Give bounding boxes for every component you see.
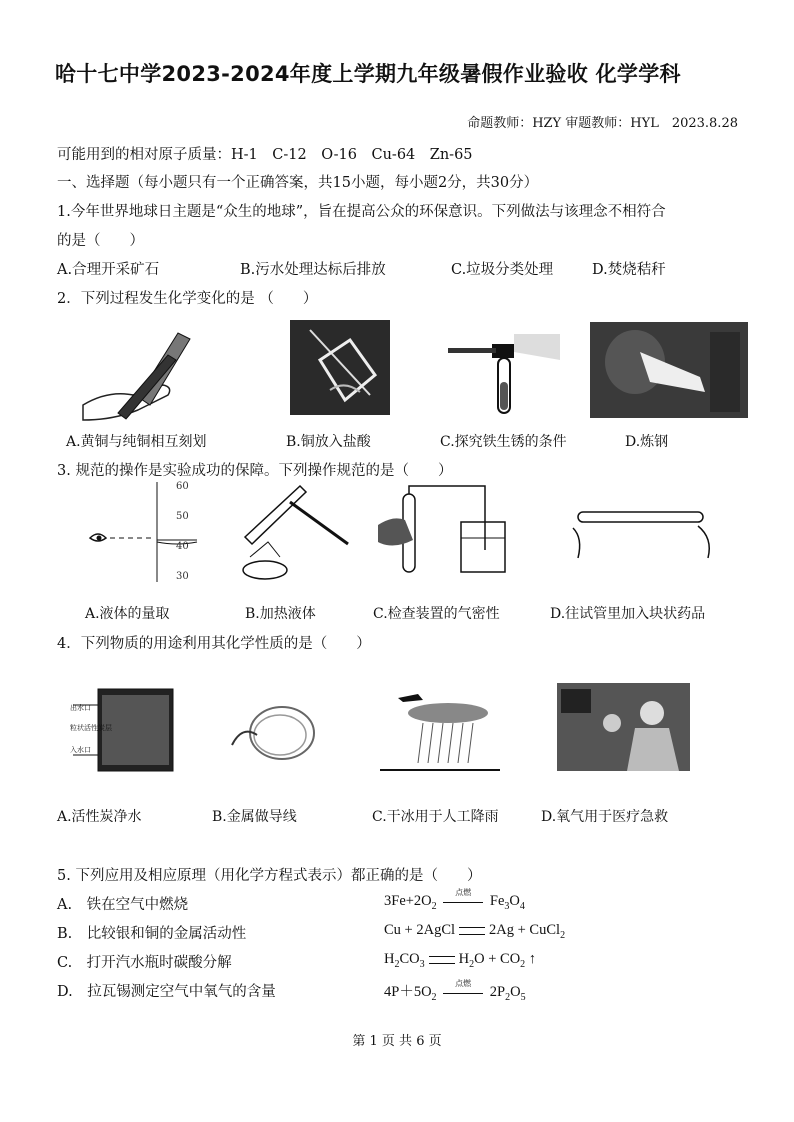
q3-caption-a: A.液体的量取: [85, 606, 170, 622]
adding-solid-image: [568, 498, 718, 563]
dry-ice-rain-image: [378, 688, 503, 775]
airtightness-check-image: [373, 480, 508, 580]
q4-stem: 4．下列物质的用途利用其化学性质的是（ ）: [57, 636, 371, 652]
q3-caption-b: B.加热液体: [245, 606, 316, 622]
oxygen-medical-image: [557, 683, 690, 771]
rust-experiment-image: [440, 322, 565, 417]
scale-tick-50: 50: [176, 511, 189, 522]
q4-caption-d: D.氧气用于医疗急救: [541, 809, 669, 825]
q2-stem: 2．下列过程发生化学变化的是 （ ）: [57, 291, 318, 307]
q3-stem: 3. 规范的操作是实验成功的保障。下列操作规范的是（ ）: [57, 463, 453, 479]
scale-tick-40: 40: [176, 541, 189, 552]
q1-stem-1: 1.今年世界地球日主题是“众生的地球”，旨在提高公众的环保意识。下列做法与该理念不相符合: [57, 204, 666, 220]
q5-stem: 5. 下列应用及相应原理（用化学方程式表示）都正确的是（ ）: [57, 868, 482, 884]
liquid-measure-image: [82, 480, 207, 585]
filter-label-inlet: 入水口: [70, 746, 91, 754]
q5-equation-d: $4P+5O_2$ 点燃 $2P_2O_5$: [384, 978, 526, 1003]
q2-caption-d: D.炼钢: [625, 434, 669, 450]
ignite-arrow: 点燃: [443, 897, 483, 907]
section-heading: 一、选择题（每小题只有一个正确答案，共15小题，每小题2分，共30分）: [57, 175, 539, 191]
scale-tick-30: 30: [176, 571, 189, 582]
q5-equation-b: Cu + 2AgCl 2Ag + CuCl$_2$: [384, 922, 566, 941]
heating-liquid-image: [230, 482, 355, 582]
filter-label-carbon: 粒状活性炭层: [70, 724, 112, 732]
q2-caption-a: A.黄铜与纯铜相互刻划: [66, 434, 207, 450]
atomic-mass: 可能用到的相对原子质量：H-1 C-12 O-16 Cu-64 Zn-65: [57, 147, 473, 163]
q3-caption-d: D.往试管里加入块状药品: [550, 606, 706, 622]
metal-wire-image: [222, 695, 320, 767]
q4-caption-b: B.金属做导线: [212, 809, 297, 825]
equals-sign: [429, 956, 455, 964]
q5-option-c: C. 打开汽水瓶时碳酸分解: [57, 955, 232, 971]
q1-option-a: A.合理开采矿石: [57, 262, 160, 278]
q5-option-d: D. 拉瓦锡测定空气中氧气的含量: [57, 984, 276, 1000]
q4-caption-a: A.活性炭净水: [57, 809, 142, 825]
q1-option-d: D.焚烧秸秆: [592, 262, 666, 278]
scale-tick-60: 60: [176, 481, 189, 492]
q5-option-a: A. 铁在空气中燃烧: [57, 897, 189, 913]
equals-sign: [459, 927, 485, 935]
page-title: 哈十七中学2023-2024年度上学期九年级暑假作业验收 化学学科: [55, 62, 681, 86]
q1-option-c: C.垃圾分类处理: [451, 262, 554, 278]
q4-caption-c: C.干冰用于人工降雨: [372, 809, 499, 825]
brass-scratch-image: [78, 325, 203, 425]
filter-label-outlet: 出水口: [70, 704, 91, 712]
q1-option-b: B.污水处理达标后排放: [240, 262, 386, 278]
q2-caption-c: C.探究铁生锈的条件: [440, 434, 567, 450]
q1-stem-2: 的是（ ）: [57, 233, 144, 249]
byline: 命题教师：HZY 审题教师：HYL 2023.8.28: [467, 116, 738, 131]
ignite-arrow: 点燃: [443, 988, 483, 998]
q5-equation-a: $3Fe+2O_2$ 点燃 $Fe_3O_4$: [384, 887, 525, 912]
q3-caption-c: C.检查装置的气密性: [373, 606, 500, 622]
q5-option-b: B. 比较银和铜的金属活动性: [57, 926, 247, 942]
page-footer: 第 1 页 共 6 页: [352, 1034, 442, 1049]
steelmaking-image: [590, 322, 748, 418]
copper-in-acid-image: [290, 320, 390, 415]
q2-caption-b: B.铜放入盐酸: [286, 434, 371, 450]
q5-equation-c: $H_2CO_3$ $H_2O + CO_2$ ↑: [384, 951, 537, 970]
